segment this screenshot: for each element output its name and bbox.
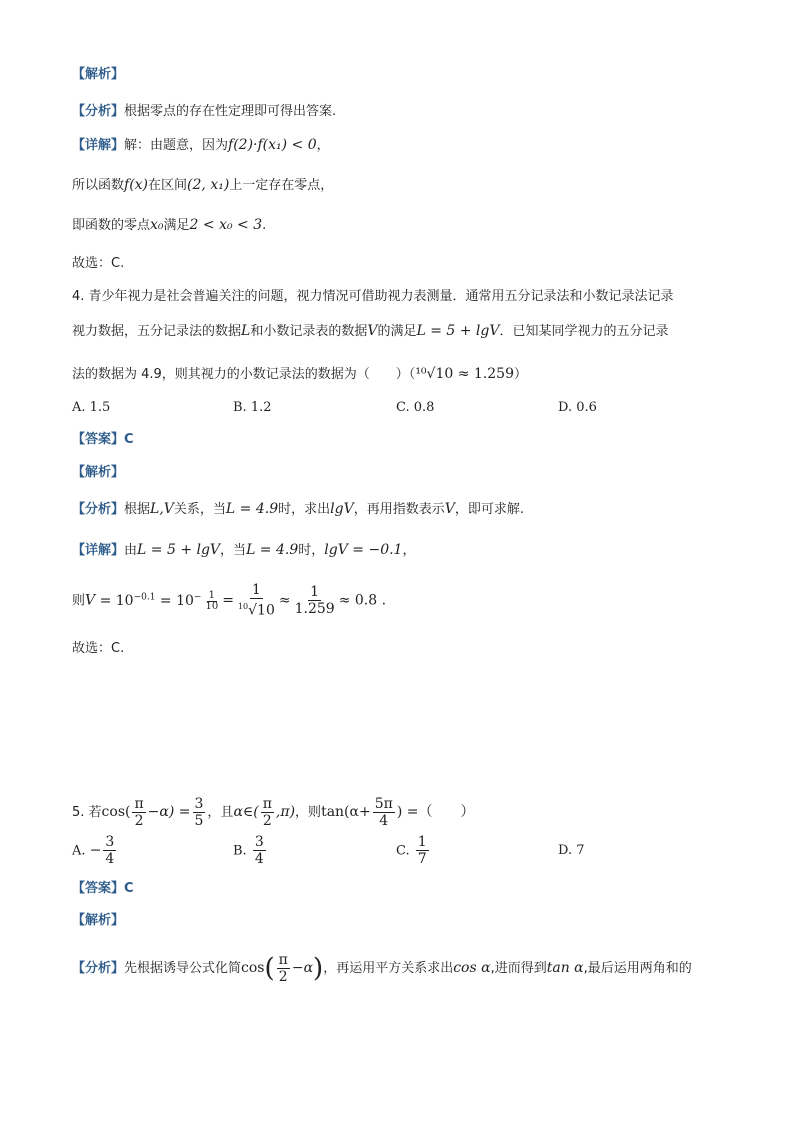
q5-option-b: B. $\frac{3}{4}$ — [233, 834, 264, 867]
q4-fenxi: 【分析】根据L,V关系，当L = 4.9时，求出lgV，再用指数表示V，即可求解. — [72, 501, 524, 517]
q5-fenxi: 【分析】先根据诱导公式化简cos( $\frac{\pi}{2}$ −α)，再运用平方关系求出cos α,进而得到tan α,最后运用两角和的 — [72, 951, 692, 985]
answer-choice-2: 故选：C. — [72, 641, 125, 656]
line-fenxi-1: 【分析】根据零点的存在性定理即可得出答案. — [72, 104, 337, 119]
q4-option-a: A. 1.5 — [72, 400, 111, 415]
q4-option-d: D. 0.6 — [558, 400, 597, 415]
fenxi-tag: 【分析】 — [72, 104, 125, 119]
q4-computation: 则$V = 10^{-0.1} = 10^-$ $\frac{1}{10}$ = $\frac{1}{^{10}√10}$ ≈ $\frac{1}{1.259}$ ≈ 0.8 . — [72, 582, 387, 619]
q4-line-1: 4. 青少年视力是社会普遍关注的问题，视力情况可借助视力表测量．通常用五分记录法和小数记录法记录 — [72, 289, 674, 304]
q4-line-2: 视力数据，五分记录法的数据L和小数记录表的数据V的满足L = 5 + lgV．已知某同学视力的五分记录 — [72, 323, 669, 339]
line-xiangjie-1: 【详解】解：由题意，因为f(2)·f(x₁) < 0， — [72, 137, 330, 153]
q4-jiexi: 【解析】 — [72, 465, 125, 480]
line-jiexi-1: 【解析】 — [72, 67, 125, 82]
line-zero-range: 即函数的零点x₀满足2 < x₀ < 3. — [72, 217, 267, 233]
answer-choice-1: 故选：C. — [72, 256, 125, 271]
q4-option-b: B. 1.2 — [233, 400, 272, 415]
q5-option-a: A. − $\frac{3}{4}$ — [72, 834, 115, 867]
q4-xiangjie: 【详解】由L = 5 + lgV，当L = 4.9时，lgV = −0.1， — [72, 542, 416, 558]
q4-answer: 【答案】C — [72, 432, 134, 447]
q4-line-3: 法的数据为 4.9，则其视力的小数记录法的数据为（ ）（¹⁰√10 ≈ 1.259） — [72, 366, 527, 382]
q4-option-c: C. 0.8 — [396, 400, 435, 415]
q5-jiexi: 【解析】 — [72, 913, 125, 928]
q5-answer: 【答案】C — [72, 881, 134, 896]
q5-option-d: D. 7 — [558, 843, 585, 858]
q5-stem: 5. 若cos( $\frac{\pi}{2}$ −α) = $\frac{3}{5}$ ，且α∈( $\frac{\pi}{2}$ ,π)，则tan(α+ $\frac{5\pi}{4}$ ) =（ ） — [72, 795, 475, 829]
line-zero-interval: 所以函数f(x)在区间(2, x₁)上一定存在零点， — [72, 177, 334, 193]
q5-option-c: C. $\frac{1}{7}$ — [396, 834, 427, 867]
